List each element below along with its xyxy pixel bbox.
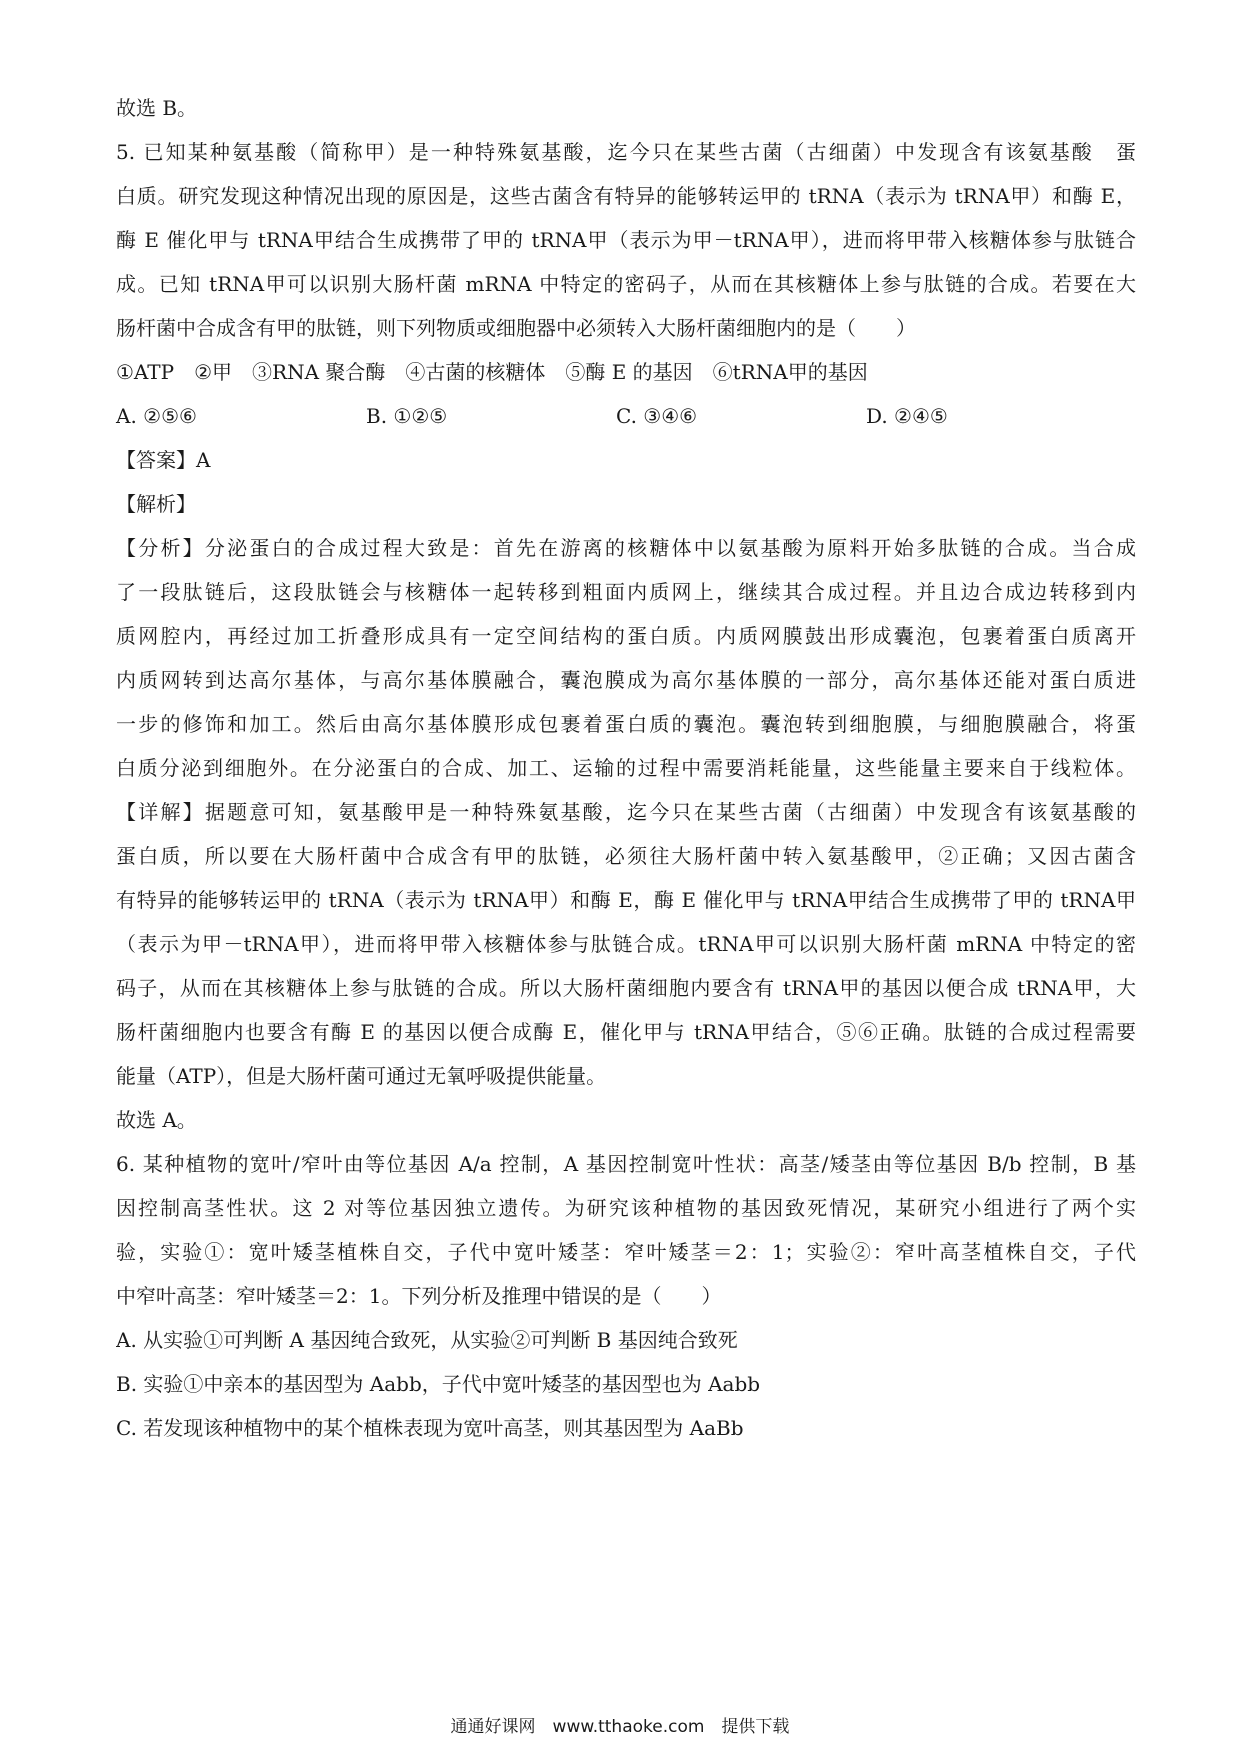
q6-option-a: A. 从实验①可判断 A 基因纯合致死，从实验②可判断 B 基因纯合致死: [116, 1328, 738, 1352]
q5-analysis-line: 【分析】分泌蛋白的合成过程大致是：首先在游离的核糖体中以氨基酸为原料开始多肽链的合成。当合成: [116, 536, 1136, 560]
q5-analysis-line: 白质分泌到细胞外。在分泌蛋白的合成、加工、运输的过程中需要消耗能量，这些能量主要来自于线粒体。: [116, 756, 1136, 780]
q5-stem-line: 肠杆菌中合成含有甲的肽链，则下列物质或细胞器中必须转入大肠杆菌细胞内的是（ ）: [116, 316, 916, 340]
q5-option-d: D. ②④⑤: [866, 404, 948, 428]
q5-stem-line: 5. 已知某种氨基酸（简称甲）是一种特殊氨基酸，迄今只在某些古菌（古细菌）中发现含有该氨基酸 蛋: [116, 140, 1136, 164]
page-footer: 通通好课网 www.tthaoke.com 提供下载: [450, 1717, 790, 1737]
q6-stem-line: 中窄叶高茎：窄叶矮茎＝2：1。下列分析及推理中错误的是（ ）: [116, 1284, 722, 1308]
q5-detail-line: 能量（ATP），但是大肠杆菌可通过无氧呼吸提供能量。: [116, 1064, 607, 1088]
q5-detail-line: 蛋白质，所以要在大肠杆菌中合成含有甲的肽链，必须往大肠杆菌中转入氨基酸甲，②正确；又因古菌含: [116, 844, 1136, 868]
q5-stem-line: 成。已知 tRNA甲可以识别大肠杆菌 mRNA 中特定的密码子，从而在其核糖体上参与肽链的合成。若要在大: [116, 272, 1136, 296]
q6-stem-line: 验，实验①：宽叶矮茎植株自交，子代中宽叶矮茎：窄叶矮茎＝2：1；实验②：窄叶高茎植株自交，子代: [116, 1240, 1136, 1264]
q5-analysis-line: 质网腔内，再经过加工折叠形成具有一定空间结构的蛋白质。内质网膜鼓出形成囊泡，包裹着蛋白质离开: [116, 624, 1136, 648]
q5-detail-line: （表示为甲－tRNA甲），进而将甲带入核糖体参与肽链合成。tRNA甲可以识别大肠杆菌 mRNA 中特定的密: [116, 932, 1136, 956]
q5-analysis-heading: 【解析】: [116, 492, 196, 516]
q5-detail-line: 【详解】据题意可知，氨基酸甲是一种特殊氨基酸，迄今只在某些古菌（古细菌）中发现含有该氨基酸的: [116, 800, 1136, 824]
q5-option-a: A. ②⑤⑥: [116, 404, 197, 428]
q6-option-c: C. 若发现该种植物中的某个植株表现为宽叶高茎，则其基因型为 AaBb: [116, 1416, 744, 1440]
q5-option-b: B. ①②⑤: [366, 404, 448, 428]
q5-detail-line: 肠杆菌细胞内也要含有酶 E 的基因以便合成酶 E，催化甲与 tRNA甲结合，⑤⑥正确。肽链的合成过程需要: [116, 1020, 1136, 1044]
q5-stem-line: 酶 E 催化甲与 tRNA甲结合生成携带了甲的 tRNA甲（表示为甲－tRNA甲），进而将甲带入核糖体参与肽链合: [116, 228, 1136, 252]
q5-conclusion: 故选 A。: [116, 1108, 197, 1132]
q6-option-b: B. 实验①中亲本的基因型为 Aabb，子代中宽叶矮茎的基因型也为 Aabb: [116, 1372, 761, 1396]
q5-stem-line: 白质。研究发现这种情况出现的原因是，这些古菌含有特异的能够转运甲的 tRNA（表示为 tRNA甲）和酶 E，: [116, 184, 1136, 208]
q5-analysis-line: 一步的修饰和加工。然后由高尔基体膜形成包裹着蛋白质的囊泡。囊泡转到细胞膜，与细胞膜融合，将蛋: [116, 712, 1136, 736]
q5-analysis-line: 内质网转到达高尔基体，与高尔基体膜融合，囊泡膜成为高尔基体膜的一部分，高尔基体还能对蛋白质进: [116, 668, 1136, 692]
q5-detail-line: 码子，从而在其核糖体上参与肽链的合成。所以大肠杆菌细胞内要含有 tRNA甲的基因以便合成 tRNA甲，大: [116, 976, 1136, 1000]
q5-analysis-line: 了一段肽链后，这段肽链会与核糖体一起转移到粗面内质网上，继续其合成过程。并且边合成边转移到内: [116, 580, 1136, 604]
q6-stem-line: 因控制高茎性状。这 2 对等位基因独立遗传。为研究该种植物的基因致死情况，某研究小组进行了两个实: [116, 1196, 1136, 1220]
prev-conclusion: 故选 B。: [116, 96, 198, 120]
q5-answer: 【答案】A: [116, 448, 211, 472]
q5-detail-line: 有特异的能够转运甲的 tRNA（表示为 tRNA甲）和酶 E，酶 E 催化甲与 tRNA甲结合生成携带了甲的 tRNA甲: [116, 888, 1136, 912]
q6-stem-line: 6. 某种植物的宽叶/窄叶由等位基因 A/a 控制，A 基因控制宽叶性状：高茎/矮茎由等位基因 B/b 控制，B 基: [116, 1152, 1136, 1176]
q5-option-c: C. ③④⑥: [616, 404, 698, 428]
q5-items-line: ①ATP ②甲 ③RNA 聚合酶 ④古菌的核糖体 ⑤酶 E 的基因 ⑥tRNA甲的基因: [116, 360, 868, 384]
